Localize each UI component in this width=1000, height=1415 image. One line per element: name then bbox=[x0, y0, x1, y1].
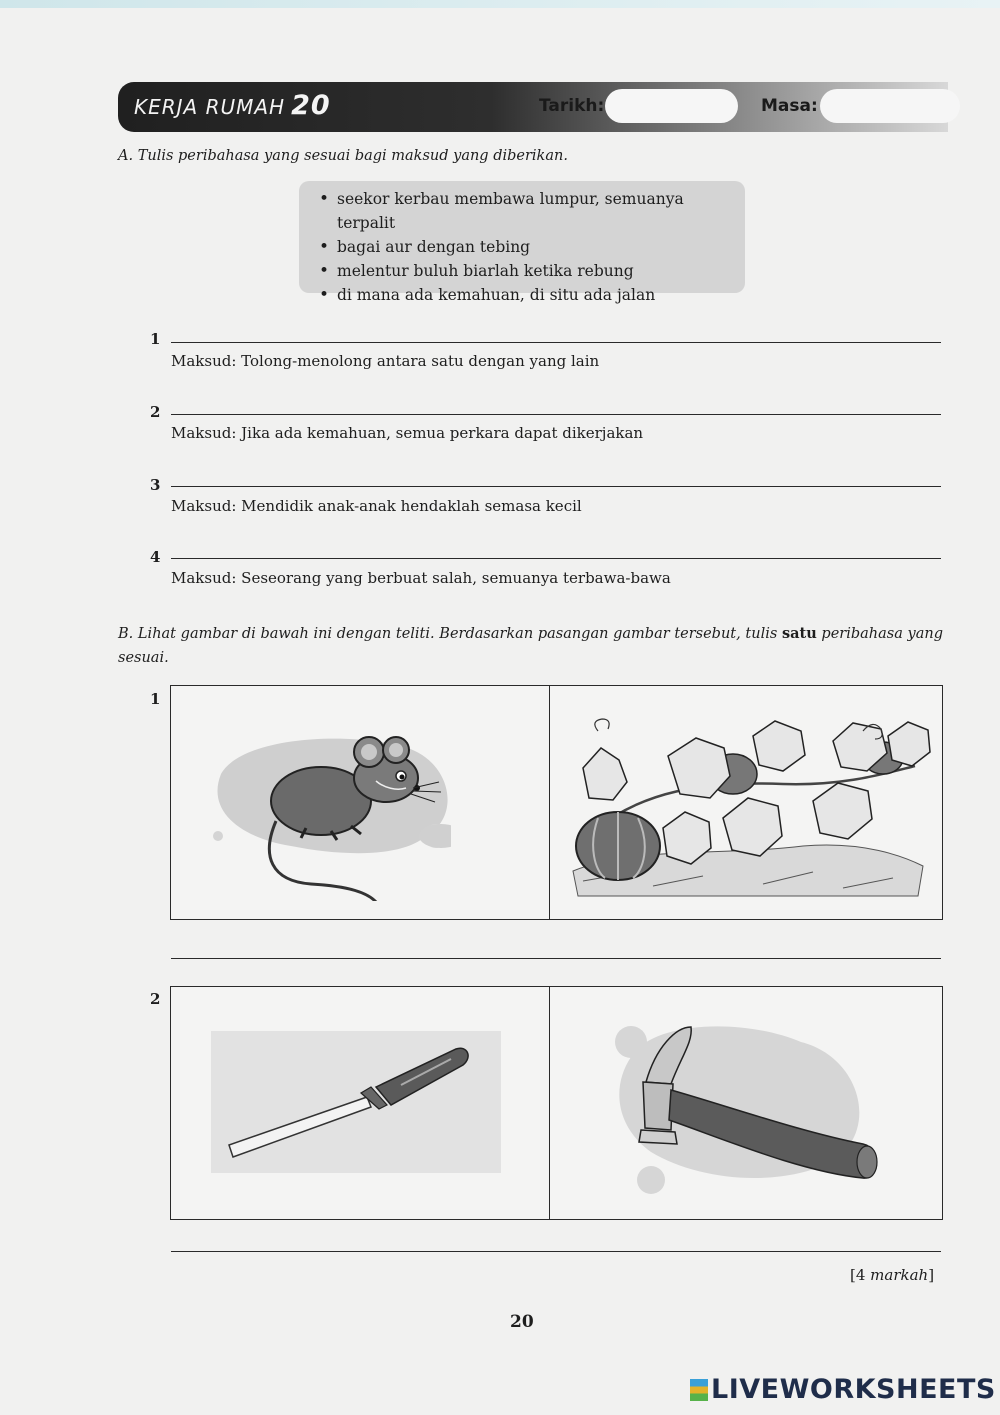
question-a2-number: 2 bbox=[150, 403, 161, 421]
answer-line-b1[interactable] bbox=[171, 958, 941, 959]
proverb-options-box bbox=[299, 181, 745, 304]
hammer-illustration bbox=[601, 1012, 901, 1202]
date-label: Tarikh: bbox=[539, 96, 605, 116]
time-label: Masa: bbox=[761, 96, 818, 116]
answer-line-a3[interactable] bbox=[171, 486, 941, 487]
answer-line-b2[interactable] bbox=[171, 1251, 941, 1252]
proverb-option: • di mana ada kemahuan, di situ ada jalan bbox=[317, 283, 745, 307]
header-number: 20 bbox=[291, 90, 331, 121]
section-b-instruction: B. Lihat gambar di bawah ini dengan teliti. Berdasarkan pasangan gambar tersebut, tulis satu peribahasa yang sesuai. bbox=[118, 625, 943, 666]
liveworksheets-logo-icon bbox=[690, 1379, 708, 1401]
question-b1-number: 1 bbox=[150, 690, 161, 708]
page-number: 20 bbox=[510, 1312, 534, 1332]
question-a4-number: 4 bbox=[150, 548, 161, 566]
total-marks: [4 markah] bbox=[850, 1266, 935, 1284]
liveworksheets-watermark: LIVEWORKSHEETS bbox=[690, 1374, 996, 1405]
mouse-illustration bbox=[201, 716, 451, 901]
question-b2-number: 2 bbox=[150, 990, 161, 1008]
time-field[interactable] bbox=[820, 89, 960, 123]
proverb-option: • bagai aur dengan tebing bbox=[317, 235, 745, 259]
question-a3-meaning: Maksud: Mendidik anak-anak hendaklah semasa kecil bbox=[171, 497, 582, 515]
question-a1-meaning: Maksud: Tolong-menolong antara satu dengan yang lain bbox=[171, 352, 600, 370]
answer-line-a4[interactable] bbox=[171, 558, 941, 559]
section-a-instruction: A. Tulis peribahasa yang sesuai bagi maksud yang diberikan. bbox=[118, 148, 568, 164]
question-a3-number: 3 bbox=[150, 476, 161, 494]
answer-line-a1[interactable] bbox=[171, 342, 941, 343]
answer-line-a2[interactable] bbox=[171, 414, 941, 415]
question-a4-meaning: Maksud: Seseorang yang berbuat salah, semuanya terbawa-bawa bbox=[171, 569, 671, 587]
date-field[interactable] bbox=[605, 89, 738, 123]
question-a1-number: 1 bbox=[150, 330, 161, 348]
question-a2-meaning: Maksud: Jika ada kemahuan, semua perkara dapat dikerjakan bbox=[171, 424, 644, 442]
header-title: KERJA RUMAH 20 bbox=[134, 90, 331, 121]
picture-pair-1 bbox=[170, 685, 943, 920]
homework-header bbox=[118, 82, 948, 132]
proverb-option: • melentur buluh biarlah ketika rebung bbox=[317, 259, 745, 283]
top-strip bbox=[0, 0, 1000, 8]
proverb-option: • seekor kerbau membawa lumpur, semuanya terpalit bbox=[317, 187, 745, 235]
picture-pair-2 bbox=[170, 986, 943, 1220]
instruction-emphasis: satu bbox=[781, 625, 817, 642]
chisel-illustration bbox=[211, 1027, 501, 1177]
pumpkin-vine-illustration bbox=[563, 706, 933, 911]
